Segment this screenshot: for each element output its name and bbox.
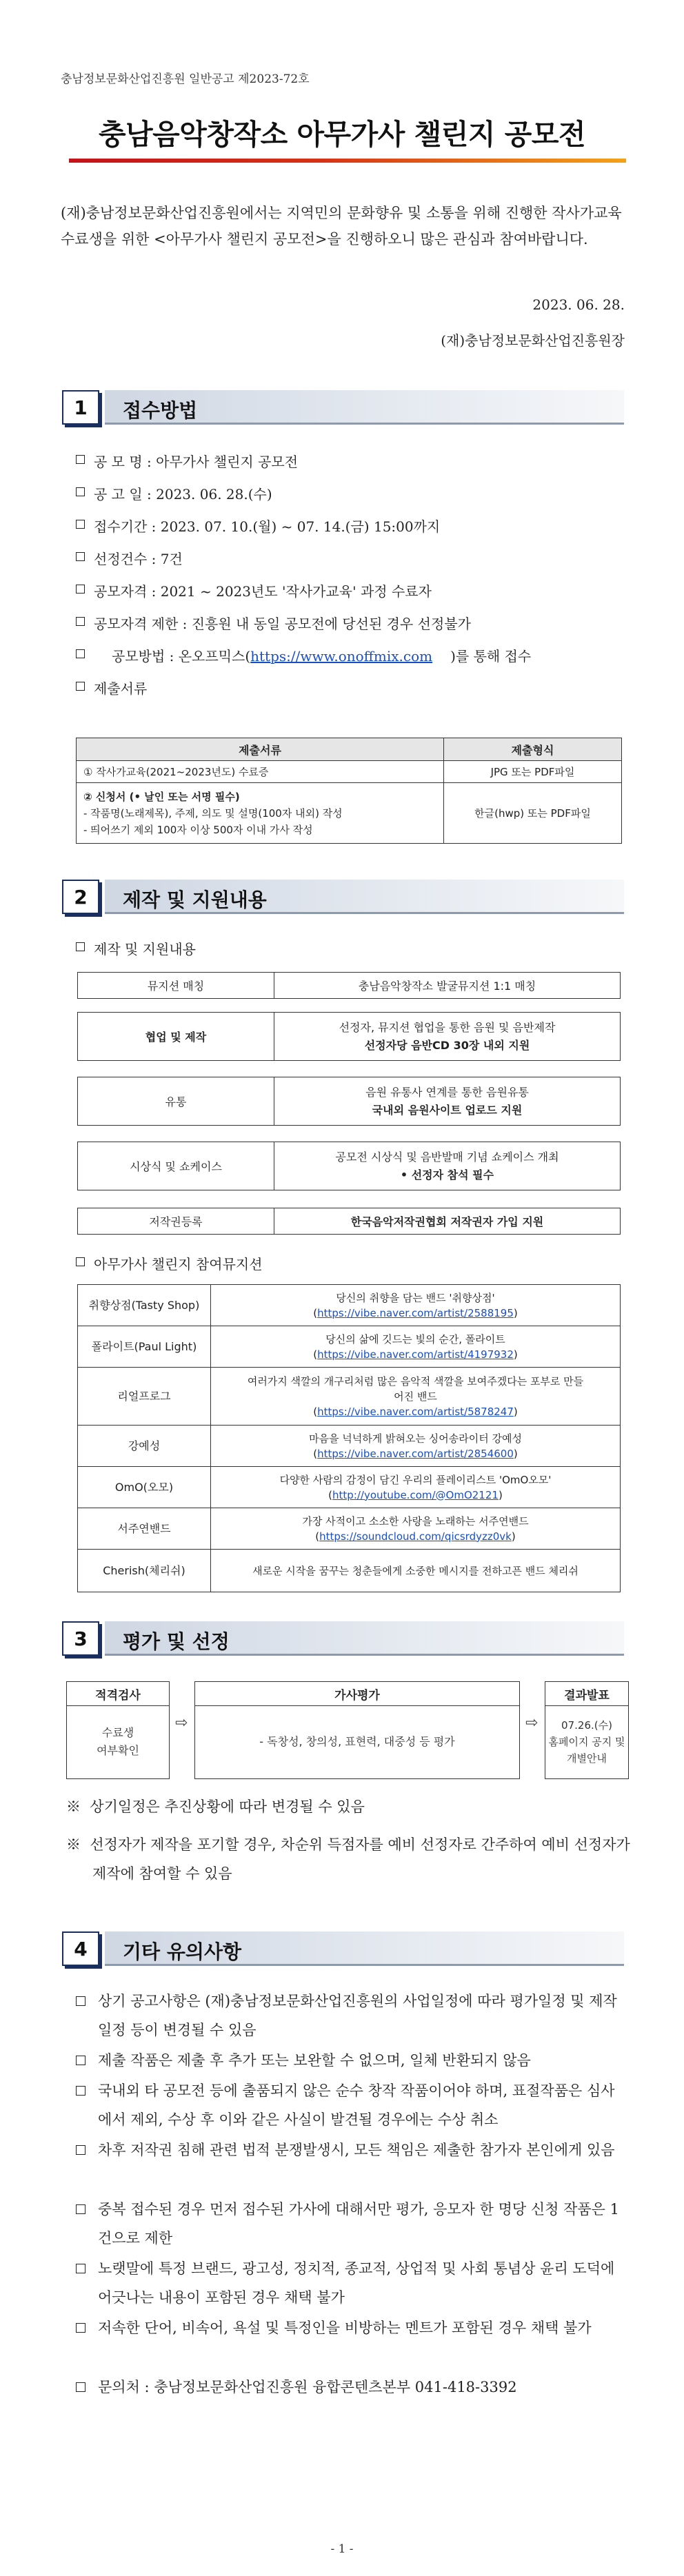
notice-item: 노랫말에 특정 브랜드, 광고성, 정치적, 종교적, 상업적 및 사회 통념상 윤리 도덕에 어긋나는 내용이 포함된 경우 채택 불가 — [76, 2254, 627, 2312]
support-row: 저작권등록 한국음악저작권협회 저작권자 가입 지원 — [77, 1208, 621, 1235]
flow-step-evaluation: 가사평가 - 독창성, 창의성, 표현력, 대중성 등 평가 — [194, 1681, 520, 1779]
notice-item: 상기 공고사항은 (재)충남정보문화산업진흥원의 사업일정에 따라 평가일정 및 제작일정 등이 변경될 수 있음 — [76, 1987, 627, 2045]
issuer-name: (재)충남정보문화산업진흥원장 — [441, 332, 625, 349]
table-cell: 한글(hwp) 또는 PDF파일 — [444, 783, 622, 844]
sub-heading: 제작 및 지원내용 — [76, 938, 196, 958]
support-row: 뮤지션 매칭 충남음악창작소 발굴뮤지션 1:1 매칭 — [77, 972, 621, 999]
page-number: - 1 - — [330, 2542, 354, 2556]
info-item-method: 공모방법 : 온오프믹스(https://www.onoffmix.com )를 통해 접수 — [76, 645, 531, 665]
table-cell: ① 작사가교육(2021~2023년도) 수료증 — [77, 761, 444, 783]
info-item: 선정건수 : 7건 — [76, 548, 183, 568]
note-schedule: ※ 상기일정은 추진상황에 따라 변경될 수 있음 — [66, 1798, 365, 1815]
info-item: 공 고 일 : 2023. 06. 28.(수) — [76, 483, 272, 503]
flow-step-eligibility: 적격검사 수료생 여부확인 — [66, 1681, 170, 1779]
section-number: 2 — [62, 880, 99, 914]
notice-item: 국내외 타 공모전 등에 출품되지 않은 순수 창작 작품이어야 하며, 표절작품은 심사에서 제외, 수상 후 이와 같은 사실이 발견될 경우에는 수상 취소 — [76, 2076, 627, 2134]
notice-item-contact: 문의처 : 충남정보문화산업진흥원 융합콘텐츠본부 041-418-3392 — [76, 2373, 627, 2402]
table-header: 제출서류 — [77, 738, 444, 761]
section-number: 1 — [62, 390, 99, 425]
info-item: 제출서류 — [76, 678, 147, 698]
section-title: 기타 유의사항 — [123, 1940, 242, 1963]
artist-link[interactable]: https://vibe.naver.com/artist/2854600 — [317, 1447, 514, 1460]
info-item: 공 모 명 : 아무가사 챌린지 공모전 — [76, 451, 298, 471]
sub-heading: 아무가사 챌린지 참여뮤지션 — [76, 1253, 263, 1273]
support-row: 시상식 및 쇼케이스 공모전 시상식 및 음반발매 기념 쇼케이스 개최 • 선정자 참석 필수 — [77, 1142, 621, 1190]
section-3-header — [62, 1621, 624, 1657]
artist-link[interactable]: https://vibe.naver.com/artist/4197932 — [317, 1348, 514, 1361]
table-cell: JPG 또는 PDF파일 — [444, 761, 622, 783]
section-4-header — [62, 1931, 624, 1967]
documents-table — [76, 738, 622, 844]
flow-step-result: 결과발표 07.26.(수) 홈페이지 공지 및 개별안내 — [545, 1681, 629, 1779]
onoffmix-link[interactable]: https://www.onoffmix.com — [250, 648, 433, 665]
artist-link[interactable]: https://vibe.naver.com/artist/5878247 — [317, 1405, 514, 1418]
section-title: 제작 및 지원내용 — [123, 889, 267, 911]
notice-item: 중복 접수된 경우 먼저 접수된 가사에 대해서만 평가, 응모자 한 명당 신청 작품은 1건으로 제한 — [76, 2195, 627, 2253]
flow-arrow-icon: ⇨ — [525, 1714, 539, 1732]
section-title: 접수방법 — [123, 399, 198, 422]
notice-date: 2023. 06. 28. — [532, 296, 625, 313]
title-divider — [69, 159, 626, 163]
note-substitute: ※ 선정자가 제작을 포기할 경우, 차순위 득점자를 예비 선정자로 간주하여 예비 선정자가 제작에 참여할 수 있음 — [66, 1836, 630, 1882]
notice-item: 제출 작품은 제출 후 추가 또는 보완할 수 없으며, 일체 반환되지 않음 — [76, 2046, 627, 2075]
artists-table: 취향상점(Tasty Shop) 당신의 취향을 담는 밴드 '취향상점' (https://vibe.naver.com/artist/2588195) 폴라이트(Paul Light) 당신의 삶에 깃드는 빛의 순간, 폴라이트 (https://vibe.naver.com/artist/4197932) 리얼프로그 여러가지 색깔의 개구리처럼 많은 음악적 색깔을 보여주겠다는 포부로 만들어진 밴드 (https://vibe.naver.com/artist/5878247) 강예성 마음을 넉넉하게 밝혀오는 싱어송라이터 강예성 (https://vibe.naver.com/artist/2854600) OmO(오모) 다양한 사람의 감정이 담긴 우리의 플레이리스트 'OmO오모' (http://youtube.com/@OmO2121) 서주연밴드 가장 사적이고 소소한 사랑을 노래하는 서주연밴드 (https://soundcloud.com/qicsrdyzz0vk) Cherish(체리쉬) 새로운 시작을 꿈꾸는 청춘들에게 소중한 메시지를 전하고픈 밴드 체리쉬 — [77, 1284, 621, 1592]
flow-arrow-icon: ⇨ — [175, 1714, 188, 1732]
support-row: 협업 및 제작 선정자, 뮤지션 협업을 통한 음원 및 음반제작 선정자당 음반CD 30장 내외 지원 — [77, 1012, 621, 1061]
table-header: 제출형식 — [444, 738, 622, 761]
page-title: 충남음악창작소 아무가사 챌린지 공모전 — [98, 118, 586, 151]
info-item: 접수기간 : 2023. 07. 10.(월) ~ 07. 14.(금) 15:00까지 — [76, 516, 440, 536]
section-title: 평가 및 선정 — [123, 1630, 230, 1653]
artist-link[interactable]: https://vibe.naver.com/artist/2588195 — [317, 1306, 514, 1319]
section-1-header — [62, 390, 624, 426]
notice-number: 충남정보문화산업진흥원 일반공고 제2023-72호 — [61, 72, 310, 86]
info-item: 공모자격 제한 : 진흥원 내 동일 공모전에 당선된 경우 선정불가 — [76, 613, 471, 633]
section-number: 3 — [62, 1621, 99, 1656]
table-cell: ② 신청서 (• 날인 또는 서명 필수) - 작품명(노래제목), 주제, 의도 및 설명(100자 내외) 작성 - 띄어쓰기 제외 100자 이상 500자 이내 가사 작성 — [77, 783, 444, 844]
artist-link[interactable]: http://youtube.com/@OmO2121 — [332, 1488, 499, 1501]
notice-item: 저속한 단어, 비속어, 욕설 및 특정인을 비방하는 멘트가 포함된 경우 채택 불가 — [76, 2313, 627, 2342]
notice-item: 차후 저작권 침해 관련 법적 분쟁발생시, 모든 책임은 제출한 참가자 본인에게 있음 — [76, 2136, 627, 2164]
artist-link[interactable]: https://soundcloud.com/qicsrdyzz0vk — [319, 1530, 512, 1543]
info-item: 공모자격 : 2021 ~ 2023년도 '작사가교육' 과정 수료자 — [76, 580, 432, 600]
support-row: 유통 음원 유통사 연계를 통한 음원유통 국내외 음원사이트 업로드 지원 — [77, 1077, 621, 1126]
section-2-header — [62, 880, 624, 915]
intro-text: (재)충남정보문화산업진흥원에서는 지역민의 문화향유 및 소통을 위해 진행한 작사가교육 수료생을 위한 <아무가사 챌린지 공모전>을 진행하오니 많은 관심과 참여바랍니다. — [61, 205, 622, 247]
section-number: 4 — [62, 1931, 99, 1966]
